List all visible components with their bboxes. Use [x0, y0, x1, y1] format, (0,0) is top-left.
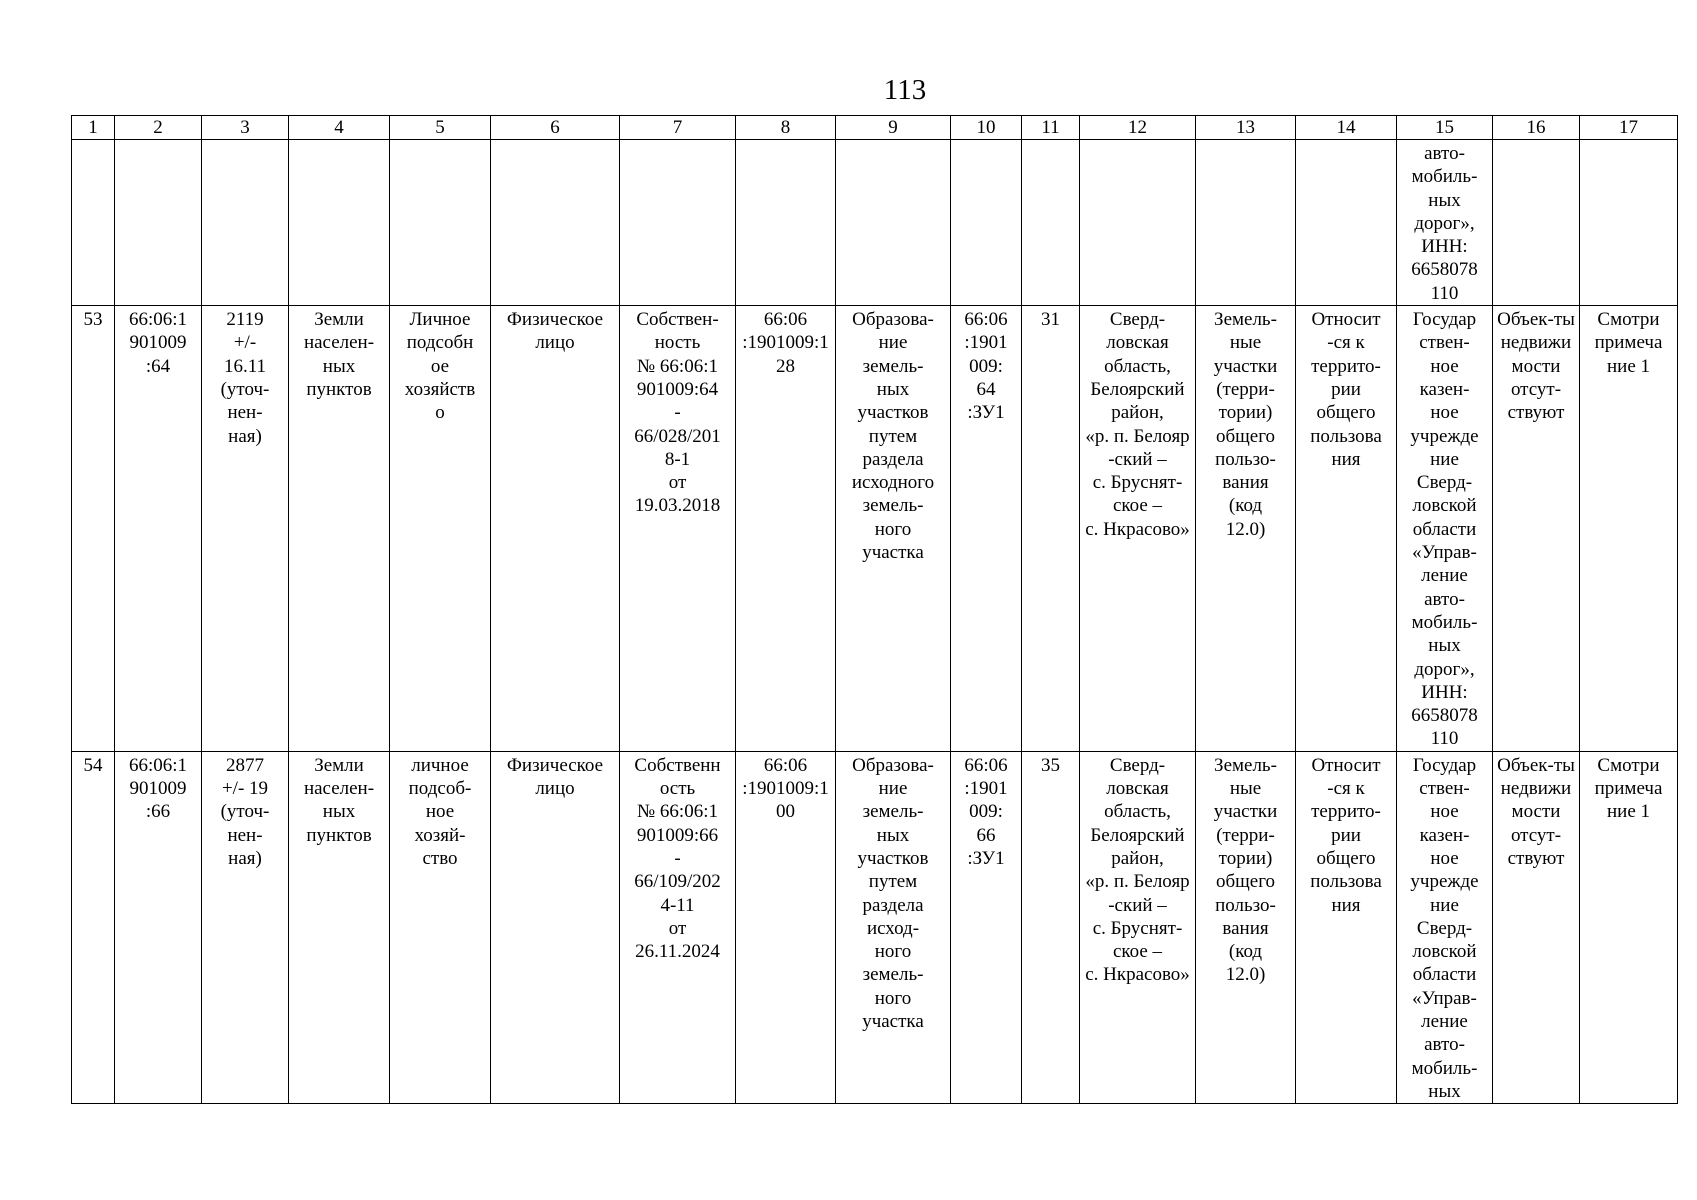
- column-number-cell: 3: [202, 116, 289, 140]
- table-cell: [390, 140, 491, 306]
- table-cell: [736, 751, 836, 1103]
- column-number-cell: 12: [1080, 116, 1196, 140]
- cell-text: [836, 140, 950, 142]
- table-cell: [491, 140, 620, 306]
- table-cell: [620, 751, 736, 1103]
- cell-text: авто- мобиль- ных дорог», ИНН: 6658078 110: [1411, 143, 1478, 304]
- table-cell: [1397, 140, 1493, 306]
- cell-text: [202, 140, 288, 142]
- column-number-cell: 9: [836, 116, 951, 140]
- cell-text: Физическое лицо: [506, 309, 604, 354]
- cell-text: Государ ствен- ное казен- ное учрежде ние Сверд- ловской области «Управ- ление авто- мобиль- ных: [1410, 754, 1479, 1102]
- table-cell: [836, 751, 951, 1103]
- cell-text: Сверд- ловская область, Белоярский район, «р. п. Белояр -ский – с. Бруснят- ское – с. Нкрасово»: [1085, 754, 1190, 986]
- cell-text: [491, 140, 619, 142]
- table-cell: [1296, 140, 1397, 306]
- cell-text: Собствен- ность № 66:06:1 901009:64 - 66/028/201 8-1 от 19.03.2018: [634, 309, 721, 517]
- column-number-cell: 4: [289, 116, 390, 140]
- table-cell: [620, 306, 736, 752]
- cell-text: [1022, 140, 1079, 142]
- cell-text: [1080, 140, 1195, 142]
- column-number-cell: 15: [1397, 116, 1493, 140]
- cell-text: Земли населен- ных пунктов: [303, 309, 375, 400]
- cell-text: [951, 140, 1021, 142]
- column-number-cell: 10: [951, 116, 1022, 140]
- cell-text: Личное подсобн ое хозяйств о: [404, 309, 476, 424]
- table-cell: [951, 751, 1022, 1103]
- table-cell: [836, 140, 951, 306]
- table-cell: [1296, 306, 1397, 752]
- table-cell: [1493, 140, 1580, 306]
- table-cell: [289, 140, 390, 306]
- cell-text: Земли населен- ных пунктов: [303, 754, 375, 846]
- page-number: 113: [883, 74, 927, 106]
- cell-text: 66:06 :1901009:1 00: [742, 754, 829, 823]
- column-number-cell: 17: [1580, 116, 1678, 140]
- table-cell: [951, 140, 1022, 306]
- table-cell: [736, 140, 836, 306]
- cell-text: 35: [1041, 754, 1060, 776]
- cell-text: [390, 140, 490, 142]
- column-number-cell: 7: [620, 116, 736, 140]
- cell-text: Относит -ся к террито- рии общего пользова ния: [1310, 309, 1382, 470]
- column-number-cell: 8: [736, 116, 836, 140]
- table-cell: [115, 140, 202, 306]
- table-cell: [115, 306, 202, 752]
- table-cell: [1022, 751, 1080, 1103]
- table-cell: [1022, 140, 1080, 306]
- table-cell: [1196, 140, 1296, 306]
- table-cell: [1080, 751, 1196, 1103]
- land-plots-table: [71, 115, 1678, 1104]
- table-cell: [1080, 306, 1196, 752]
- table-cell: [736, 306, 836, 752]
- column-number-cell: 16: [1493, 116, 1580, 140]
- table-cell: [390, 306, 491, 752]
- column-number-cell: 1: [72, 116, 115, 140]
- cell-text: Относит -ся к террито- рии общего пользова ния: [1310, 754, 1382, 916]
- cell-text: Смотри примеча ние 1: [1594, 309, 1663, 377]
- table-cell: [289, 306, 390, 752]
- table-cell: [390, 751, 491, 1103]
- table-cell: [491, 751, 620, 1103]
- cell-text: Объек-ты недвижи мости отсут- ствуют: [1497, 309, 1575, 424]
- table-cell: [620, 140, 736, 306]
- table-row: [72, 306, 1678, 752]
- table-cell: [1196, 306, 1296, 752]
- cell-text: 2877 +/- 19 (уточ- нен- ная): [220, 754, 270, 869]
- table-cell: [951, 306, 1022, 752]
- table-cell: [1196, 751, 1296, 1103]
- cell-text: [1196, 140, 1295, 142]
- cell-text: 54: [83, 754, 103, 776]
- table-cell: [1022, 306, 1080, 752]
- table-cell: [1580, 140, 1678, 306]
- column-number-cell: 2: [115, 116, 202, 140]
- cell-text: 66:06 :1901009:1 28: [742, 309, 829, 377]
- column-number-cell: 14: [1296, 116, 1397, 140]
- cell-text: Сверд- ловская область, Белоярский район, «р. п. Белояр -ский – с. Бруснят- ское – с. Нкрасово»: [1085, 309, 1190, 540]
- cell-text: 2119 +/- 16.11 (уточ- нен- ная): [220, 309, 270, 447]
- table-cell: [202, 306, 289, 752]
- cell-text: Объек-ты недвижи мости отсут- ствуют: [1497, 754, 1575, 869]
- table-cell: [72, 751, 115, 1103]
- table-cell: [1296, 751, 1397, 1103]
- table-row: [72, 140, 1678, 306]
- column-number-cell: 6: [491, 116, 620, 140]
- table-cell: [1493, 306, 1580, 752]
- table-row: [72, 751, 1678, 1103]
- cell-text: 66:06 :1901 009: 66 :ЗУ1: [964, 754, 1008, 869]
- cell-text: [289, 140, 389, 142]
- column-number-cell: 5: [390, 116, 491, 140]
- cell-text: [1493, 140, 1579, 142]
- cell-text: Смотри примеча ние 1: [1594, 754, 1663, 823]
- cell-text: [736, 140, 835, 142]
- cell-text: 66:06:1 901009 :66: [128, 754, 188, 823]
- cell-text: Физическое лицо: [506, 754, 604, 800]
- cell-text: Земель- ные участки (терри- тории) общего пользо- вания (код 12.0): [1213, 309, 1278, 540]
- table-cell: [72, 306, 115, 752]
- cell-text: 66:06:1 901009 :64: [128, 309, 188, 377]
- cell-text: Собственн ость № 66:06:1 901009:66 - 66/109/202 4-11 от 26.11.2024: [634, 754, 721, 963]
- cell-text: 31: [1041, 309, 1060, 331]
- cell-text: Государ ствен- ное казен- ное учрежде ние Сверд- ловской области «Управ- ление авто- мобиль- ных дорог», ИНН: 6658078 110: [1410, 309, 1479, 750]
- column-number-cell: 11: [1022, 116, 1080, 140]
- table-cell: [1080, 140, 1196, 306]
- table-cell: [836, 306, 951, 752]
- table-cell: [1580, 306, 1678, 752]
- table-cell: [115, 751, 202, 1103]
- table-cell: [1493, 751, 1580, 1103]
- cell-text: [620, 140, 735, 142]
- table-cell: [491, 306, 620, 752]
- table-cell: [289, 751, 390, 1103]
- table-cell: [1580, 751, 1678, 1103]
- cell-text: [1580, 140, 1677, 142]
- table-cell: [72, 140, 115, 306]
- table-cell: [1397, 306, 1493, 752]
- cell-text: 66:06 :1901 009: 64 :ЗУ1: [964, 309, 1008, 424]
- cell-text: личное подсоб- ное хозяй- ство: [408, 754, 472, 869]
- column-number-cell: 13: [1196, 116, 1296, 140]
- cell-text: [1296, 140, 1396, 142]
- table-cell: [202, 751, 289, 1103]
- cell-text: [115, 140, 201, 142]
- cell-text: [72, 140, 114, 142]
- cell-text: 53: [83, 309, 103, 331]
- cell-text: Образова- ние земель- ных участков путем раздела исход- ного земель- ного участка: [852, 754, 934, 1032]
- table-cell: [202, 140, 289, 306]
- column-number-row: [72, 116, 1678, 140]
- table-cell: [1397, 751, 1493, 1103]
- cell-text: Земель- ные участки (терри- тории) общего пользо- вания (код 12.0): [1213, 754, 1278, 986]
- cell-text: Образова- ние земель- ных участков путем раздела исходного земель- ного участка: [851, 309, 935, 564]
